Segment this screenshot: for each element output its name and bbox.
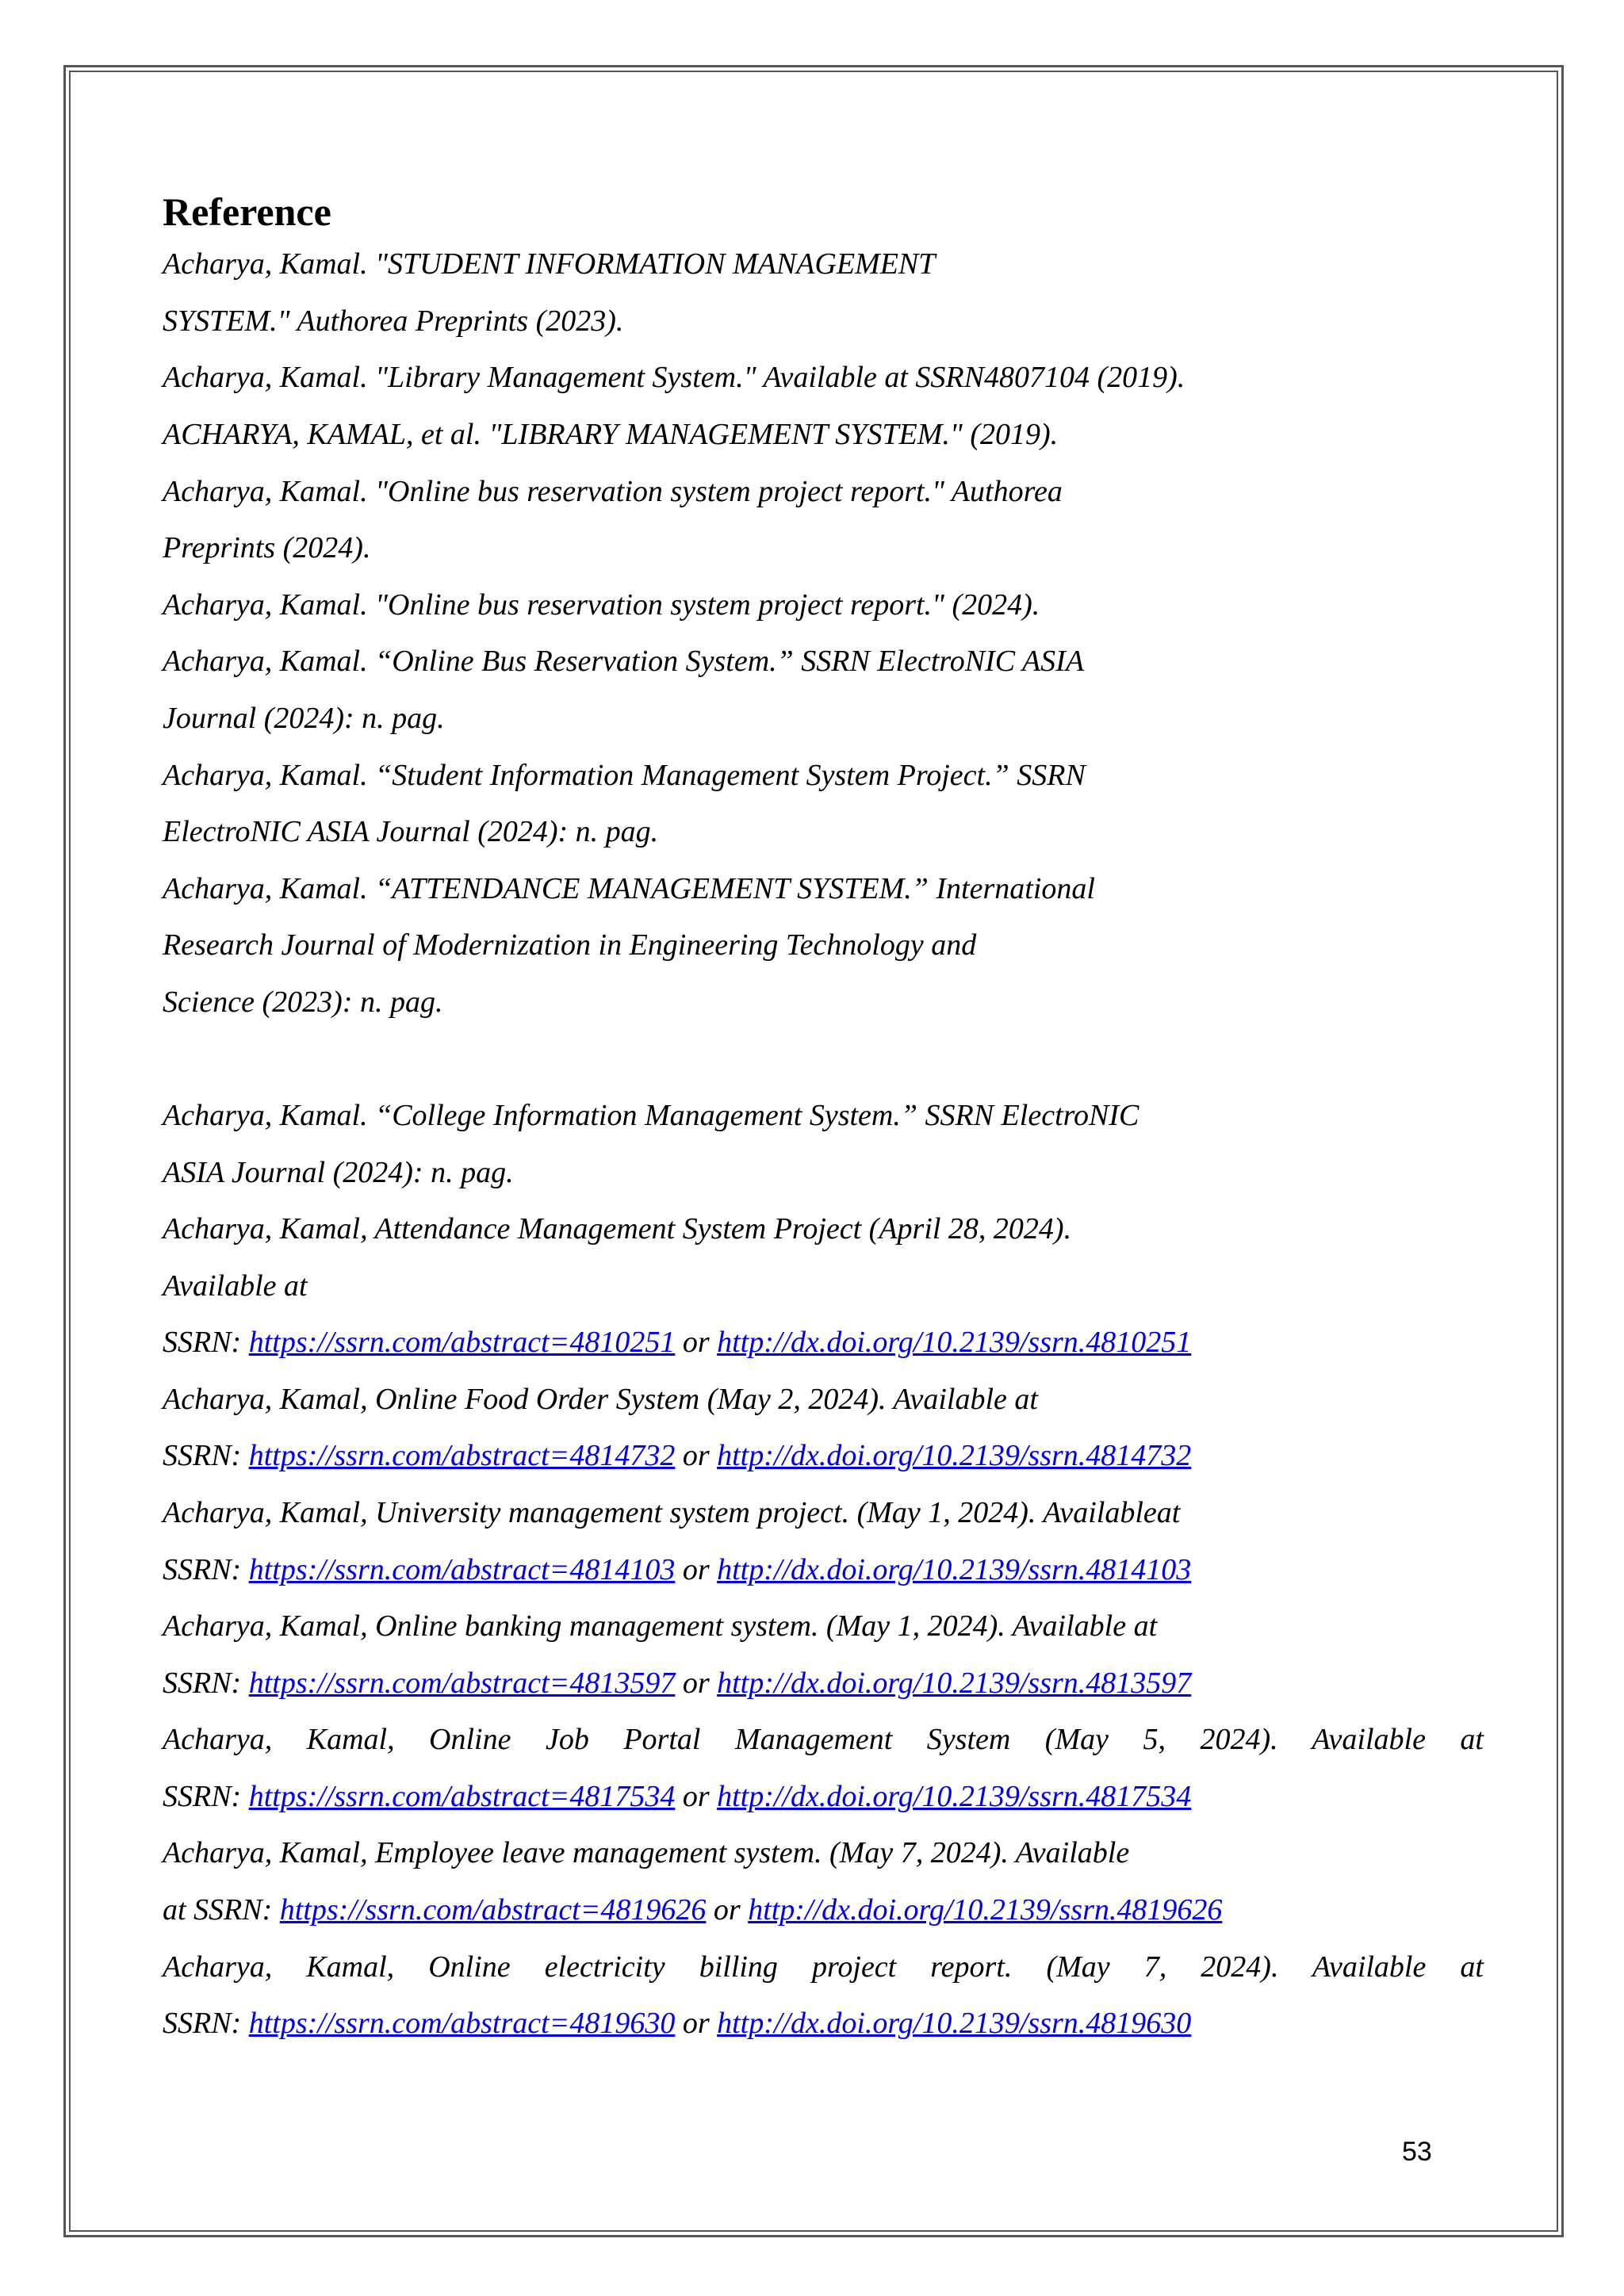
reference-link-line bbox=[163, 1552, 1191, 1588]
link-separator: or bbox=[675, 1667, 718, 1700]
reference-link-line bbox=[163, 1892, 1222, 1928]
doi-link[interactable]: http://dx.doi.org/10.2139/ssrn.4819626 bbox=[748, 1893, 1223, 1927]
link-separator: or bbox=[675, 1439, 718, 1472]
ssrn-prefix: SSRN: bbox=[163, 1667, 249, 1700]
ssrn-abstract-link[interactable]: https://ssrn.com/abstract=4817534 bbox=[248, 1780, 676, 1813]
reference-line: Acharya, Kamal. “ATTENDANCE MANAGEMENT SYSTEM.” International bbox=[163, 872, 1095, 905]
page-number: 53 bbox=[1402, 2137, 1432, 2167]
reference-line: ACHARYA, KAMAL, et al. "LIBRARY MANAGEMENT SYSTEM." (2019). bbox=[163, 418, 1059, 451]
link-separator: or bbox=[675, 1780, 718, 1813]
reference-line: Acharya, Kamal, Attendance Management System Project (April 28, 2024). bbox=[163, 1212, 1072, 1246]
reference-line: Available at bbox=[163, 1269, 308, 1303]
reference-line: Journal (2024): n. pag. bbox=[163, 702, 445, 735]
ssrn-abstract-link[interactable]: https://ssrn.com/abstract=4819630 bbox=[248, 2007, 676, 2040]
reference-line: Acharya, Kamal. “College Information Management System.” SSRN ElectroNIC bbox=[163, 1099, 1139, 1132]
reference-line: Acharya, Kamal, Employee leave management system. (May 7, 2024). Available bbox=[163, 1836, 1130, 1869]
doi-link[interactable]: http://dx.doi.org/10.2139/ssrn.4819630 bbox=[717, 2007, 1192, 2040]
ssrn-prefix: SSRN: bbox=[163, 1780, 249, 1813]
reference-line: Acharya, Kamal, Online Food Order System (May 2, 2024). Available at bbox=[163, 1383, 1038, 1416]
reference-link-line bbox=[163, 1324, 1191, 1360]
ssrn-prefix: SSRN: bbox=[163, 1553, 249, 1586]
reference-link-line bbox=[163, 1665, 1191, 1701]
reference-line: Acharya, Kamal, Online electricity billing project report. (May 7, 2024). Available at bbox=[163, 1950, 1484, 1984]
reference-line: Acharya, Kamal. "STUDENT INFORMATION MANAGEMENT bbox=[163, 247, 936, 281]
doi-link[interactable]: http://dx.doi.org/10.2139/ssrn.4813597 bbox=[717, 1667, 1192, 1700]
ssrn-prefix: at SSRN: bbox=[163, 1893, 280, 1927]
ssrn-abstract-link[interactable]: https://ssrn.com/abstract=4810251 bbox=[248, 1326, 676, 1359]
ssrn-prefix: SSRN: bbox=[163, 1326, 249, 1359]
reference-line: Acharya, Kamal, Online banking management system. (May 1, 2024). Available at bbox=[163, 1609, 1158, 1643]
doi-link[interactable]: http://dx.doi.org/10.2139/ssrn.4814103 bbox=[717, 1553, 1192, 1586]
reference-line: SYSTEM." Authorea Preprints (2023). bbox=[163, 304, 624, 338]
reference-line: Acharya, Kamal. “Student Information Management System Project.” SSRN bbox=[163, 759, 1086, 792]
reference-link-line bbox=[163, 1437, 1191, 1474]
reference-line: Acharya, Kamal. "Online bus reservation system project report." Authorea bbox=[163, 475, 1063, 508]
link-separator: or bbox=[675, 1553, 718, 1586]
ssrn-abstract-link[interactable]: https://ssrn.com/abstract=4813597 bbox=[248, 1667, 676, 1700]
ssrn-abstract-link[interactable]: https://ssrn.com/abstract=4814103 bbox=[248, 1553, 676, 1586]
doi-link[interactable]: http://dx.doi.org/10.2139/ssrn.4810251 bbox=[717, 1326, 1192, 1359]
reference-line: Research Journal of Modernization in Engineering Technology and bbox=[163, 928, 977, 962]
reference-link-line bbox=[163, 1778, 1191, 1815]
link-separator: or bbox=[675, 1326, 718, 1359]
reference-line: Acharya, Kamal, Online Job Portal Management System (May 5, 2024). Available at bbox=[163, 1723, 1484, 1756]
ssrn-abstract-link[interactable]: https://ssrn.com/abstract=4819626 bbox=[279, 1893, 707, 1927]
reference-line: Acharya, Kamal, University management system project. (May 1, 2024). Availableat bbox=[163, 1496, 1181, 1529]
reference-link-line bbox=[163, 2005, 1191, 2042]
reference-line: Acharya, Kamal. "Online bus reservation system project report." (2024). bbox=[163, 588, 1040, 622]
reference-line: ASIA Journal (2024): n. pag. bbox=[163, 1156, 514, 1189]
doi-link[interactable]: http://dx.doi.org/10.2139/ssrn.4817534 bbox=[717, 1780, 1192, 1813]
reference-line: Preprints (2024). bbox=[163, 531, 371, 564]
reference-line: Science (2023): n. pag. bbox=[163, 985, 443, 1019]
link-separator: or bbox=[675, 2007, 718, 2040]
link-separator: or bbox=[706, 1893, 749, 1927]
reference-line: Acharya, Kamal. “Online Bus Reservation System.” SSRN ElectroNIC ASIA bbox=[163, 645, 1085, 678]
ssrn-prefix: SSRN: bbox=[163, 1439, 249, 1472]
ssrn-abstract-link[interactable]: https://ssrn.com/abstract=4814732 bbox=[248, 1439, 676, 1472]
doi-link[interactable]: http://dx.doi.org/10.2139/ssrn.4814732 bbox=[717, 1439, 1192, 1472]
reference-line: ElectroNIC ASIA Journal (2024): n. pag. bbox=[163, 815, 659, 848]
ssrn-prefix: SSRN: bbox=[163, 2007, 249, 2040]
reference-heading: Reference bbox=[163, 189, 331, 234]
reference-line: Acharya, Kamal. "Library Management System." Available at SSRN4807104 (2019). bbox=[163, 361, 1185, 394]
